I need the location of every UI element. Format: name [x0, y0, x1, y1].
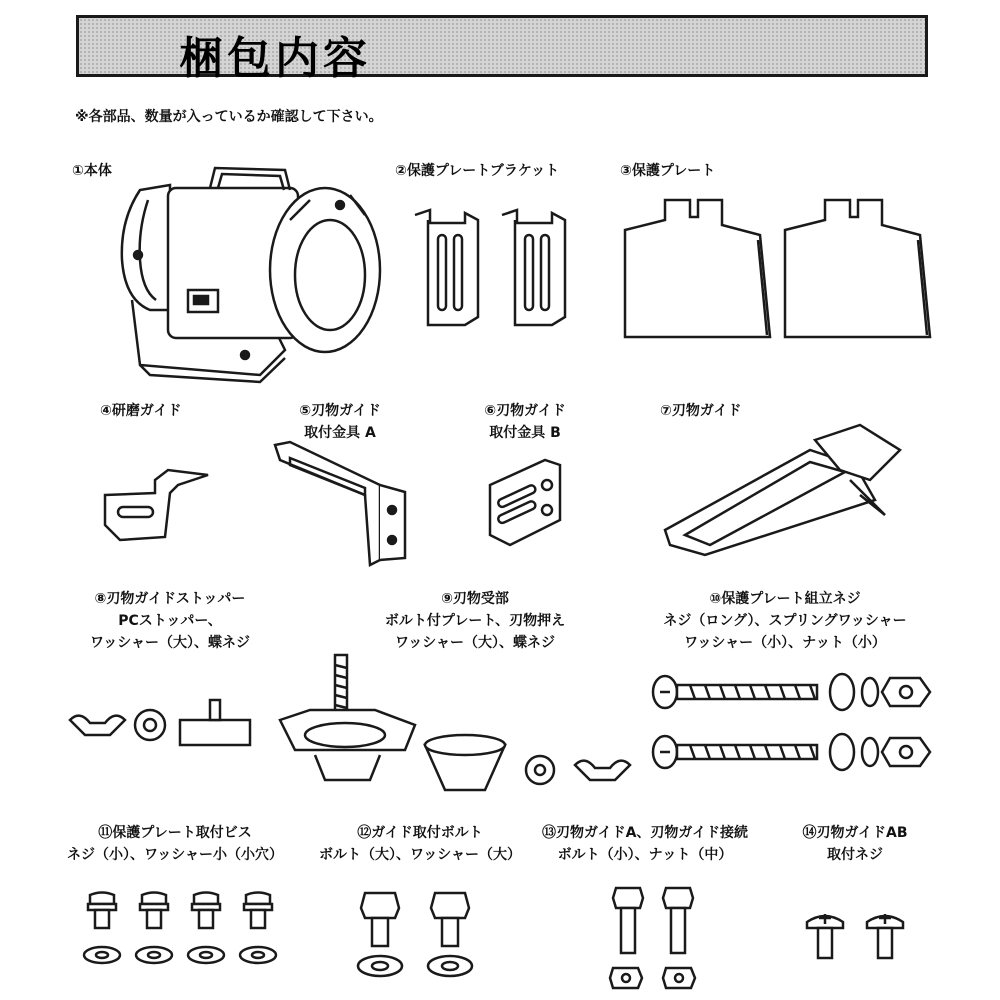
blade-guide-icon — [660, 420, 910, 560]
part-13-label: ⑬刃物ガイドA、刃物ガイド接続 ボルト（小）、ナット（中） — [542, 825, 748, 863]
long-screw-set-icon — [650, 670, 935, 785]
mount-bracket-b-icon — [485, 455, 570, 550]
bench-grinder-icon — [110, 160, 390, 385]
page-title: 梱包内容 — [179, 33, 371, 84]
part-6-label: ⑥刃物ガイド 取付金具 B — [484, 403, 566, 441]
part-8-label: ⑧刃物ガイドストッパー PCストッパー、 ワッシャー（大）、蝶ネジ — [89, 591, 251, 651]
guard-plate-icon — [620, 195, 935, 345]
part-1-label: ①本体 — [72, 163, 112, 179]
bracket-icon — [410, 205, 580, 330]
instruction-note: ※各部品、数量が入っているか確認して下さい。 — [75, 109, 383, 125]
stopper-set-icon — [65, 695, 265, 755]
part-7-label: ⑦刃物ガイド — [660, 403, 742, 419]
part-9-label: ⑨刃物受部 ボルト付プレート、刃物押え ワッシャー（大）、蝶ネジ — [384, 591, 566, 651]
part-2-label: ②保護プレートブラケット — [395, 163, 560, 179]
mount-screw-icon — [805, 910, 920, 965]
part-12-label: ⑫ガイド取付ボルト ボルト（大）、ワッシャー（大） — [318, 825, 522, 863]
part-3-label: ③保護プレート — [620, 163, 716, 179]
small-bolt-nut-set-icon — [608, 883, 708, 993]
small-screw-set-icon — [80, 890, 280, 980]
title-banner — [76, 15, 928, 84]
part-14-label: ⑭刃物ガイドAB 取付ネジ — [802, 825, 908, 863]
large-bolt-set-icon — [355, 888, 495, 983]
part-4-label: ④研磨ガイド — [100, 403, 182, 419]
mount-bracket-a-icon — [270, 440, 415, 570]
grinding-guide-icon — [100, 465, 215, 545]
blade-rest-set-icon — [275, 650, 635, 795]
part-5-label: ⑤刃物ガイド 取付金具 A — [299, 403, 381, 441]
part-11-label: ⑪保護プレート取付ビス ネジ（小）、ワッシャー小（小穴） — [66, 825, 284, 863]
part-10-label: ⑩保護プレート組立ネジ ネジ（ロング）、スプリングワッシャー ワッシャー（小）、ナット（小） — [663, 591, 907, 651]
